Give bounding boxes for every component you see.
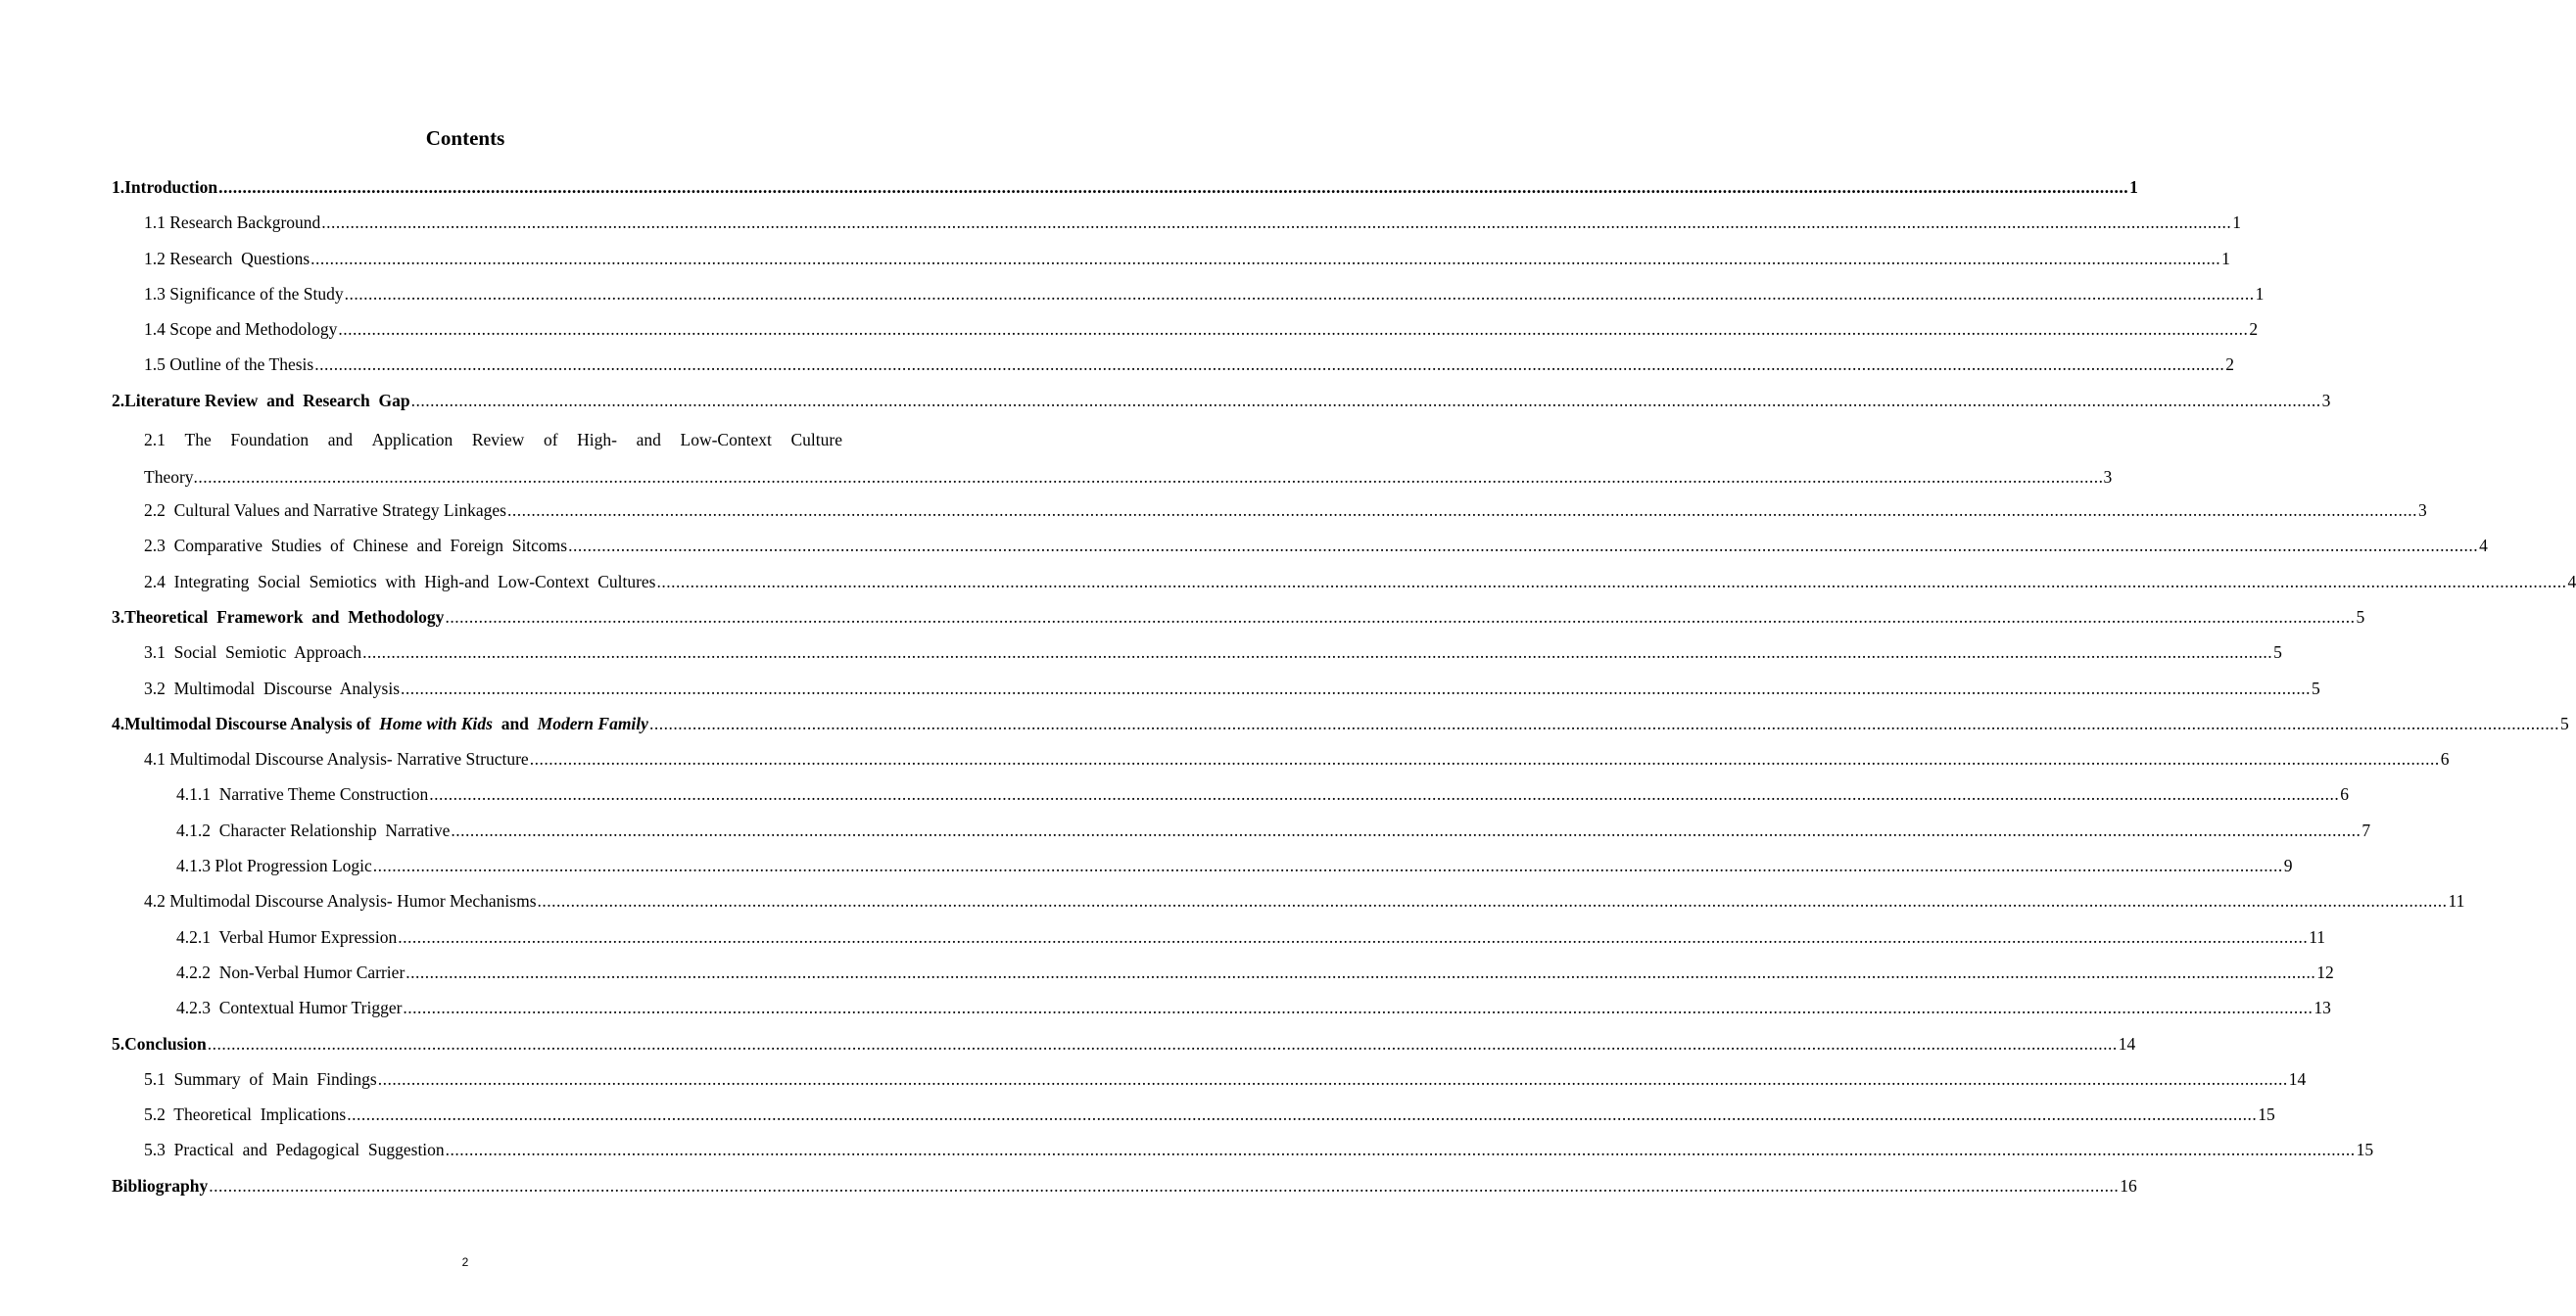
toc-entry-page: 5: [2559, 713, 2569, 733]
toc-entry-page: 3: [2418, 500, 2427, 521]
toc-entry-word: Low-Context: [680, 430, 772, 450]
toc-entry-label: 5.1 Summary of Main Findings: [144, 1068, 377, 1089]
toc-entry[interactable]: [112, 314, 2259, 344]
toc-entry-label-line2: Theory: [144, 467, 194, 488]
toc-entry-label-part: and: [492, 713, 538, 733]
toc-chapter-entry[interactable]: [112, 602, 2365, 632]
dot-leader: ................................................................................................................................................................................................................................................................................................................................................................................................................: [429, 784, 2340, 805]
dot-leader: ................................................................................................................................................................................................................................................................................................................................................................................................................: [507, 500, 2417, 521]
toc-entry-word: Foundation: [230, 430, 310, 450]
toc-entry-label: 4.1.3 Plot Progression Logic: [176, 856, 372, 876]
page-number: 2: [461, 1255, 469, 1269]
dot-leader: ................................................................................................................................................................................................................................................................................................................................................................................................................: [209, 1175, 2120, 1196]
toc-entry-page: 6: [2340, 784, 2350, 805]
toc-entry-label: Bibliography: [112, 1175, 209, 1196]
toc-entry-page: 2: [2249, 319, 2259, 340]
dot-leader: ................................................................................................................................................................................................................................................................................................................................................................................................................: [648, 713, 2559, 733]
dot-leader: ................................................................................................................................................................................................................................................................................................................................................................................................................: [362, 642, 2273, 663]
toc-entry-page: 1: [2221, 248, 2230, 268]
toc-chapter-entry[interactable]: [112, 172, 2138, 202]
toc-entry[interactable]: [112, 922, 2326, 952]
toc-entry-label-part: 4.Multimodal Discourse Analysis of: [112, 713, 380, 733]
toc-entry[interactable]: [112, 531, 2488, 560]
toc-entry-page: 4: [2567, 571, 2576, 591]
dot-leader: ................................................................................................................................................................................................................................................................................................................................................................................................................: [377, 1068, 2288, 1089]
dot-leader: ................................................................................................................................................................................................................................................................................................................................................................................................................: [537, 891, 2448, 912]
toc-entry-label: 1.3 Significance of the Study: [144, 283, 344, 304]
toc-entry-label: 2.Literature Review and Research Gap: [112, 390, 410, 410]
page-title: Contents: [425, 126, 505, 150]
toc-entry-word: High-: [577, 430, 617, 450]
toc-entry-page: 2: [2225, 354, 2234, 375]
dot-leader: ................................................................................................................................................................................................................................................................................................................................................................................................................: [321, 212, 2232, 233]
toc-entry-page: 1: [2232, 212, 2242, 233]
dot-leader: ................................................................................................................................................................................................................................................................................................................................................................................................................: [445, 1140, 2356, 1160]
toc-entry[interactable]: [112, 779, 2350, 809]
toc-entry-label: 4.1.2 Character Relationship Narrative: [176, 820, 451, 840]
toc-entry-page: 13: [2314, 998, 2331, 1018]
dot-leader: ................................................................................................................................................................................................................................................................................................................................................................................................................: [568, 536, 2479, 556]
dot-leader: ................................................................................................................................................................................................................................................................................................................................................................................................................: [451, 820, 2361, 840]
toc-entry-label: 5.Conclusion: [112, 1033, 207, 1054]
dot-leader: ................................................................................................................................................................................................................................................................................................................................................................................................................: [207, 1033, 2118, 1054]
dot-leader: ................................................................................................................................................................................................................................................................................................................................................................................................................: [310, 248, 2221, 268]
toc-entry-page: 5: [2312, 678, 2320, 698]
toc-chapter-entry[interactable]: [112, 1171, 2137, 1200]
toc-chapter-entry[interactable]: [112, 709, 2569, 738]
toc-entry[interactable]: [112, 816, 2371, 845]
toc-entry-word: The: [184, 430, 212, 450]
dot-leader: ................................................................................................................................................................................................................................................................................................................................................................................................................: [529, 749, 2440, 770]
toc-entry-word: of: [543, 430, 558, 450]
toc-entry-label: 4.1.1 Narrative Theme Construction: [176, 784, 429, 805]
toc-entry-label: 4.1 Multimodal Discourse Analysis- Narrative Structure: [144, 749, 529, 770]
toc-entry[interactable]: [112, 637, 2282, 667]
toc-entry[interactable]: [112, 993, 2331, 1022]
dot-leader: ................................................................................................................................................................................................................................................................................................................................................................................................................: [410, 390, 2321, 410]
toc-entry[interactable]: [112, 1064, 2307, 1094]
toc-entry[interactable]: [112, 886, 2465, 916]
toc-entry-label: 4.2.2 Non-Verbal Humor Carrier: [176, 962, 405, 982]
toc-entry-page: 15: [2258, 1104, 2275, 1125]
toc-entry-page: 16: [2120, 1175, 2137, 1196]
toc-entry-page: 12: [2316, 962, 2334, 982]
toc-chapter-entry[interactable]: [112, 386, 2331, 415]
toc-entry-page: 7: [2361, 820, 2371, 840]
toc-entry-title-italic: Home with Kids: [379, 713, 493, 733]
toc-entry-label: 1.5 Outline of the Thesis: [144, 354, 314, 375]
toc-entry-page: 1: [2255, 283, 2265, 304]
dot-leader: ................................................................................................................................................................................................................................................................................................................................................................................................................: [372, 856, 2283, 876]
dot-leader: ................................................................................................................................................................................................................................................................................................................................................................................................................: [445, 606, 2356, 627]
toc-entry-label-line1: [144, 421, 842, 458]
toc-entry[interactable]: [112, 567, 2576, 596]
dot-leader: ................................................................................................................................................................................................................................................................................................................................................................................................................: [193, 467, 2104, 488]
toc-entry[interactable]: [112, 279, 2265, 308]
toc-entry-label: 5.3 Practical and Pedagogical Suggestion: [144, 1140, 445, 1160]
toc-chapter-entry[interactable]: [112, 1029, 2136, 1058]
toc-entry-label: 4.2 Multimodal Discourse Analysis- Humor Mechanisms: [144, 891, 537, 912]
dot-leader: ................................................................................................................................................................................................................................................................................................................................................................................................................: [218, 177, 2129, 197]
toc-entry-word: Review: [471, 430, 525, 450]
dot-leader: ................................................................................................................................................................................................................................................................................................................................................................................................................: [656, 571, 2567, 591]
toc-entry[interactable]: [112, 208, 2242, 237]
toc-entry[interactable]: [112, 421, 2113, 495]
dot-leader: ................................................................................................................................................................................................................................................................................................................................................................................................................: [398, 926, 2309, 947]
toc-entry-page: 9: [2283, 856, 2293, 876]
toc-entry-label: 1.Introduction: [112, 177, 218, 197]
toc-entry-label: 1.2 Research Questions: [144, 248, 310, 268]
toc-entry[interactable]: [112, 744, 2450, 774]
toc-entry-word: 2.1: [144, 430, 166, 450]
toc-entry-label: 2.4 Integrating Social Semiotics with High-and Low-Context Cultures: [144, 571, 656, 591]
toc-entry[interactable]: [112, 1135, 2374, 1164]
toc-entry[interactable]: [112, 674, 2320, 703]
toc-entry-title-italic: Modern Family: [537, 713, 648, 733]
toc-entry-label: 2.3 Comparative Studies of Chinese and Foreign Sitcoms: [144, 536, 568, 556]
toc-entry-label: 3.Theoretical Framework and Methodology: [112, 606, 445, 627]
toc-entry-label: 1.1 Research Background: [144, 212, 321, 233]
toc-entry-label: 4.2.1 Verbal Humor Expression: [176, 926, 398, 947]
dot-leader: ................................................................................................................................................................................................................................................................................................................................................................................................................: [314, 354, 2225, 375]
toc-entry-label: 3.2 Multimodal Discourse Analysis: [144, 678, 401, 698]
dot-leader: ................................................................................................................................................................................................................................................................................................................................................................................................................: [401, 678, 2312, 698]
toc-entry[interactable]: [112, 958, 2334, 987]
dot-leader: ................................................................................................................................................................................................................................................................................................................................................................................................................: [347, 1104, 2258, 1125]
toc-entry-page: 5: [2356, 606, 2365, 627]
dot-leader: ................................................................................................................................................................................................................................................................................................................................................................................................................: [403, 998, 2314, 1018]
toc-entry-page: 3: [2321, 390, 2331, 410]
toc-entry-label: 3.1 Social Semiotic Approach: [144, 642, 362, 663]
toc-entry[interactable]: [112, 1100, 2275, 1129]
toc-entry[interactable]: [112, 350, 2234, 379]
toc-entry-label: 1.4 Scope and Methodology: [144, 319, 338, 340]
dot-leader: ................................................................................................................................................................................................................................................................................................................................................................................................................: [344, 283, 2255, 304]
toc-entry-label: 2.2 Cultural Values and Narrative Strategy Linkages: [144, 500, 506, 521]
toc-entry-label: 5.2 Theoretical Implications: [144, 1104, 347, 1125]
toc-entry-page: 1: [2129, 177, 2138, 197]
toc-entry-page: 15: [2356, 1140, 2374, 1160]
toc-entry[interactable]: [112, 851, 2293, 880]
toc-entry-label: [112, 709, 648, 738]
toc-entry-page: 3: [2103, 467, 2113, 488]
toc-entry[interactable]: [112, 495, 2427, 525]
toc-entry-page: 14: [2288, 1068, 2307, 1089]
toc-entry-word: and: [636, 430, 661, 450]
toc-entry-label: 4.2.3 Contextual Humor Trigger: [176, 998, 403, 1018]
toc-entry-word: Culture: [790, 430, 842, 450]
toc-entry-word: Application: [371, 430, 453, 450]
toc-entry[interactable]: [112, 244, 2230, 273]
dot-leader: ................................................................................................................................................................................................................................................................................................................................................................................................................: [405, 962, 2316, 982]
toc-entry-page: 5: [2273, 642, 2282, 663]
table-of-contents: [112, 172, 2576, 1206]
toc-entry-page: 4: [2479, 536, 2488, 556]
toc-entry-page: 6: [2440, 749, 2450, 770]
dot-leader: ................................................................................................................................................................................................................................................................................................................................................................................................................: [338, 319, 2249, 340]
toc-entry-page: 11: [2309, 926, 2326, 947]
toc-entry-word: and: [327, 430, 353, 450]
toc-entry-page: 14: [2118, 1033, 2136, 1054]
toc-entry-page: 11: [2448, 891, 2465, 912]
